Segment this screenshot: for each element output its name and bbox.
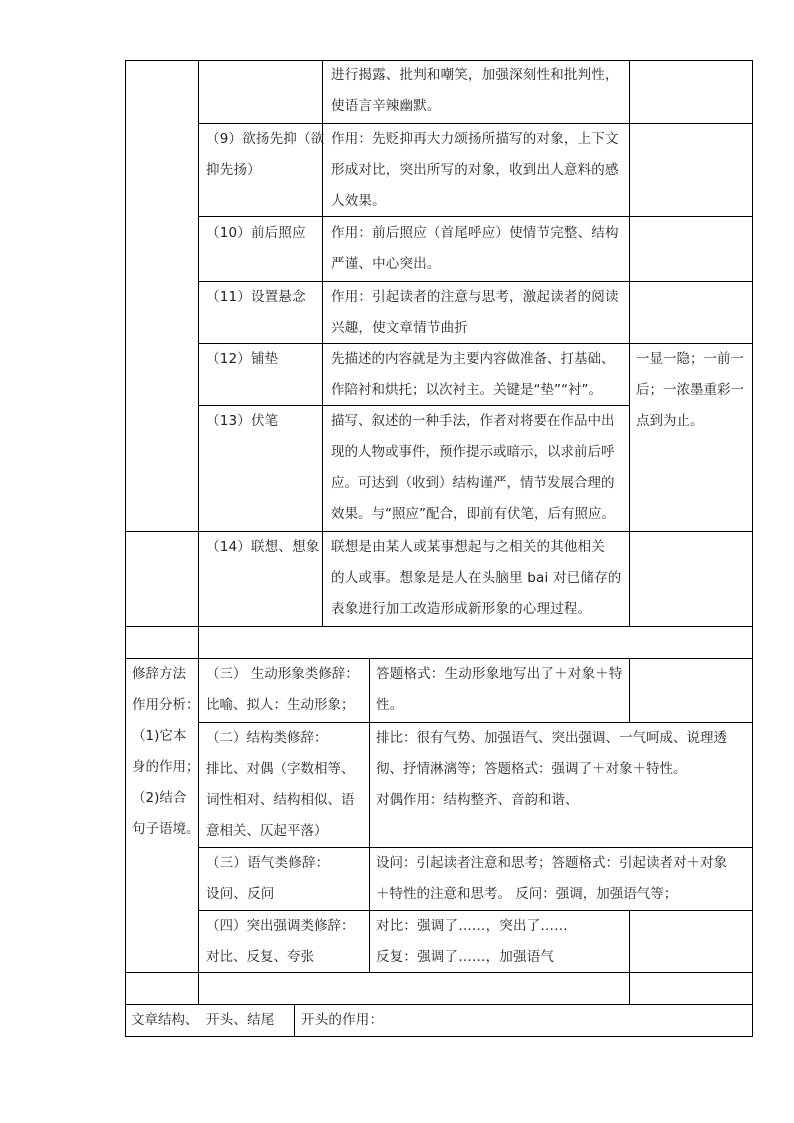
structure-content bbox=[301, 1005, 383, 1036]
structure-part bbox=[206, 1005, 275, 1036]
note-cell bbox=[636, 344, 744, 437]
text-line: （四）突出强调类修辞： bbox=[206, 918, 355, 934]
table-border-bottom bbox=[125, 1036, 753, 1037]
table-border-right bbox=[752, 60, 753, 1037]
column-divider bbox=[198, 60, 199, 1005]
text-line: 比喻、拟人：生动形象； bbox=[206, 697, 355, 713]
text-line: 设问、反问 bbox=[206, 886, 275, 902]
rhetoric-type-cell bbox=[206, 659, 359, 721]
text-line: 作用：引起读者的注意与思考，激起读者的阅读 bbox=[331, 289, 619, 305]
text-line: 排比：很有气势、加强语气、突出强调、一气呵成、说理透 bbox=[376, 730, 727, 746]
text-line: （14）联想、想象 bbox=[206, 539, 320, 555]
text-line: 性。 bbox=[376, 697, 404, 713]
answer-format-cell bbox=[376, 848, 727, 910]
text-line: 兴趣，使文章情节曲折 bbox=[331, 320, 468, 336]
text-line: （12）铺垫 bbox=[206, 351, 279, 367]
rhetoric-side-label bbox=[132, 659, 200, 845]
text-line: 反复：强调了……，加强语气 bbox=[376, 949, 555, 965]
answer-format-cell bbox=[376, 911, 568, 973]
text-line: （10）前后照应 bbox=[206, 225, 306, 241]
text-line: 先描述的内容就是为主要内容做准备、打基础、 bbox=[331, 351, 615, 367]
text-line: （11）设置悬念 bbox=[206, 289, 306, 305]
text-line: （1)它本 bbox=[132, 728, 187, 744]
text-line: 答题格式：生动形象地写出了＋对象＋特 bbox=[376, 666, 623, 682]
effect-text bbox=[331, 406, 615, 530]
text-line: （三） 生动形象类修辞： bbox=[206, 666, 359, 682]
column-divider bbox=[629, 910, 630, 1005]
text-line: 点到为止。 bbox=[636, 413, 704, 429]
text-line: 进行揭露、批判和嘲笑，加强深刻性和批判性， bbox=[331, 67, 619, 83]
effect-text bbox=[331, 344, 615, 406]
text-line: 排比、对偶（字数相等、 bbox=[206, 761, 355, 777]
rhetoric-type-cell bbox=[206, 911, 355, 973]
column-divider bbox=[629, 60, 630, 627]
text-line: 对比：强调了……，突出了…… bbox=[376, 918, 568, 934]
text-line: 修辞方法 bbox=[132, 666, 186, 682]
text-line: 句子语境。 bbox=[132, 821, 200, 837]
effect-text bbox=[331, 282, 619, 344]
text-line: 彻、抒情淋漓等；答题格式：强调了＋对象＋特性。 bbox=[376, 761, 687, 777]
text-line: 形成对比，突出所写的对象，收到出人意料的感 bbox=[331, 162, 619, 178]
structure-label bbox=[131, 1005, 199, 1036]
technique-cell bbox=[206, 344, 278, 375]
text-line: 意相关、仄起平落） bbox=[206, 823, 328, 839]
text-line: 作用：前后照应（首尾呼应）使情节完整、结构 bbox=[331, 225, 619, 241]
rhetoric-type-cell bbox=[206, 723, 355, 847]
text-line: 对比、反复、夸张 bbox=[206, 949, 314, 965]
table-border-left bbox=[125, 60, 126, 1037]
text-line: 描写、叙述的一种手法，作者对将要在作品中出 bbox=[331, 413, 615, 429]
row-divider bbox=[125, 626, 753, 627]
text-line: 的人或事。想象是是人在头脑里 bai 对已储存的 bbox=[331, 570, 622, 586]
effect-text bbox=[331, 218, 619, 280]
technique-cell bbox=[206, 124, 324, 186]
effect-text bbox=[331, 532, 621, 625]
text-line: 开头、结尾 bbox=[206, 1012, 275, 1028]
text-line: 词性相对、结构相似、语 bbox=[206, 792, 355, 808]
text-line: 作陪衬和烘托；以次衬主。关键是“垫”“衬”。 bbox=[331, 382, 602, 398]
text-line: 身的作用； bbox=[132, 759, 200, 775]
answer-format-cell bbox=[376, 723, 727, 816]
answer-format-cell bbox=[376, 659, 623, 721]
text-line: 联想是由某人或某事想起与之相关的其他相关 bbox=[331, 539, 605, 555]
text-line: （13）伏笔 bbox=[206, 413, 279, 429]
text-line: 后；一浓墨重彩一 bbox=[636, 382, 744, 398]
text-line: （2)结合 bbox=[132, 790, 187, 806]
text-line: 文章结构、 bbox=[131, 1012, 199, 1028]
technique-cell bbox=[206, 282, 306, 313]
column-divider bbox=[294, 1004, 295, 1037]
text-line: 抑先扬） bbox=[206, 162, 261, 178]
text-line: 作用：先贬抑再大力颂扬所描写的对象，上下文 bbox=[331, 131, 619, 147]
text-line: 对偶作用：结构整齐、音韵和谐、 bbox=[376, 792, 579, 808]
text-line: （9）欲扬先抑（欲 bbox=[206, 131, 325, 147]
rhetoric-type-cell bbox=[206, 848, 329, 910]
effect-text bbox=[331, 60, 619, 122]
text-line: 现的人物或事件，预作提示或暗示，以求前后呼 bbox=[331, 444, 615, 460]
text-line: ＋特性的注意和思考。 反问：强调，加强语气等； bbox=[376, 886, 678, 902]
text-line: 效果。与“照应”配合，即前有伏笔，后有照应。 bbox=[331, 506, 615, 522]
text-line: 作用分析： bbox=[132, 697, 200, 713]
text-line: 人效果。 bbox=[331, 193, 386, 209]
text-line: 设问：引起读者注意和思考；答题格式：引起读者对＋对象 bbox=[376, 855, 727, 871]
text-line: （二）结构类修辞： bbox=[206, 730, 328, 746]
text-line: 开头的作用： bbox=[301, 1012, 384, 1028]
text-line: 应。可达到（收到）结构谨严，情节发展合理的 bbox=[331, 475, 615, 491]
effect-text bbox=[331, 124, 619, 217]
technique-cell bbox=[206, 218, 306, 249]
technique-cell bbox=[206, 406, 278, 437]
text-line: 使语言辛辣幽默。 bbox=[331, 98, 441, 114]
column-divider bbox=[369, 658, 370, 973]
technique-cell bbox=[206, 532, 319, 563]
text-line: 表象进行加工改造形成新形象的心理过程。 bbox=[331, 601, 592, 617]
text-line: 一显一隐；一前一 bbox=[636, 351, 744, 367]
column-divider bbox=[629, 658, 630, 722]
text-line: 严谨、中心突出。 bbox=[331, 256, 441, 272]
text-line: （三）语气类修辞： bbox=[206, 855, 330, 871]
